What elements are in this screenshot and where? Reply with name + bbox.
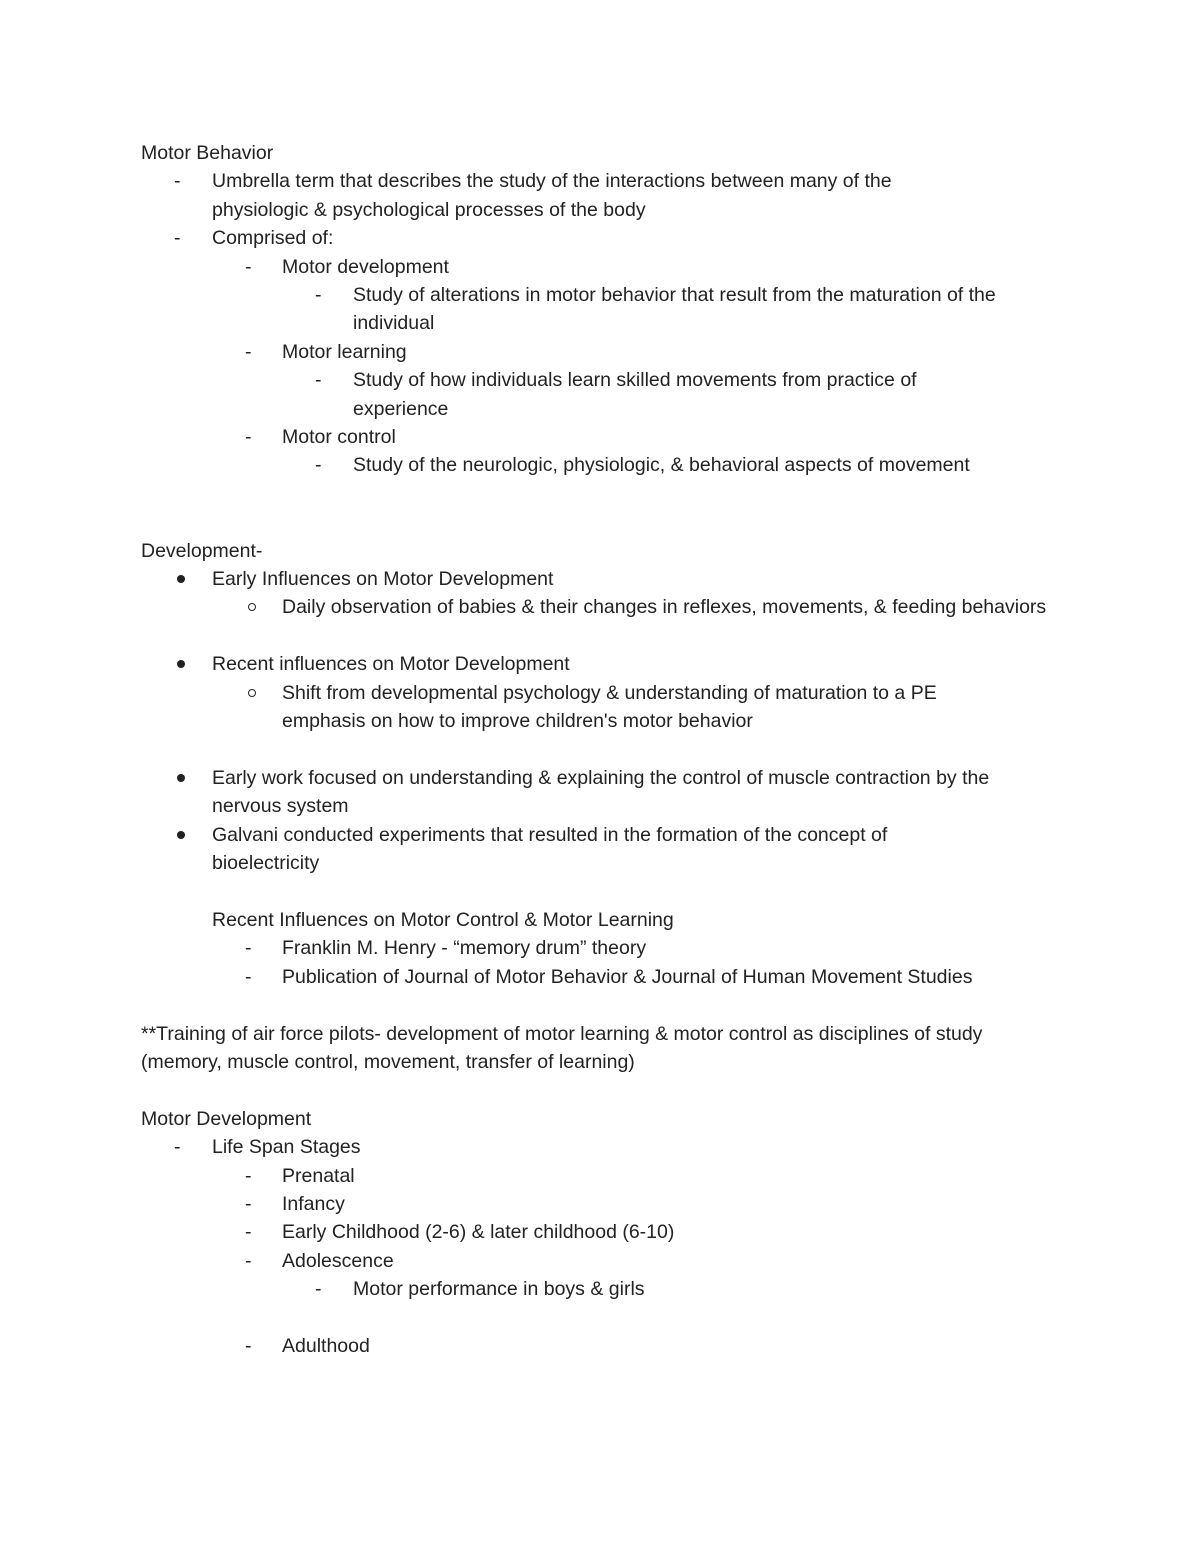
list-item xyxy=(141,1133,1061,1161)
list-item-text: Adolescence xyxy=(282,1249,394,1272)
list-item-text: Early Childhood (2-6) & later childhood (6-10) xyxy=(282,1221,675,1244)
list-item-text: Infancy xyxy=(282,1192,345,1215)
list-item xyxy=(141,679,1022,736)
list-item xyxy=(141,253,1061,281)
list-item-text: Daily observation of babies & their changes in reflexes, movements, & feeding behaviors xyxy=(282,596,1047,619)
list-item-text: Life Span Stages xyxy=(212,1136,361,1159)
list-item xyxy=(141,934,1061,962)
dash-marker: - xyxy=(245,340,252,363)
list-item xyxy=(141,167,992,224)
list-item-text: Adulthood xyxy=(282,1334,370,1357)
bullet-disc-icon xyxy=(174,764,194,792)
list-item-text: Shift from developmental psychology & understanding of maturation to a PE emphasis on how to improve children's motor behavior xyxy=(282,681,937,733)
list-item xyxy=(141,821,992,878)
list-item-text: Study of the neurologic, physiologic, & behavioral aspects of movement xyxy=(353,454,970,477)
bullet-circle-icon xyxy=(245,593,265,621)
list-item xyxy=(141,1247,1061,1275)
list-item xyxy=(141,1162,1061,1190)
list-item xyxy=(141,451,1061,479)
spacer xyxy=(141,1076,1061,1104)
list-item xyxy=(141,593,1052,621)
dash-marker: - xyxy=(315,369,322,392)
list-item-text: Recent influences on Motor Development xyxy=(212,653,570,676)
list-item xyxy=(141,650,1061,678)
list-item-text: Publication of Journal of Motor Behavior & Journal of Human Movement Studies xyxy=(282,965,973,988)
heading-motor-development: Motor Development xyxy=(141,1107,312,1130)
spacer xyxy=(141,736,1061,764)
list-item-text: Study of alterations in motor behavior that result from the maturation of the individual xyxy=(353,284,996,335)
dash-marker: - xyxy=(315,1278,322,1301)
list-item xyxy=(141,565,1061,593)
dash-marker: - xyxy=(245,1164,252,1187)
list-item xyxy=(141,338,1061,366)
list-item-text: Motor control xyxy=(282,426,396,449)
dash-marker: - xyxy=(245,1249,252,1272)
dash-marker: - xyxy=(245,937,252,960)
document-body xyxy=(141,139,1061,1360)
list-item xyxy=(141,764,1047,821)
list-item xyxy=(141,1218,1061,1246)
bullet-circle-icon xyxy=(245,679,265,707)
bullet-disc-icon xyxy=(174,565,194,593)
list-item-text: Early work focused on understanding & explaining the control of muscle contraction by the nervous system xyxy=(212,766,990,818)
list-item xyxy=(141,1332,1061,1360)
list-item xyxy=(141,224,1061,252)
dash-marker: - xyxy=(245,255,252,278)
list-item-text: Umbrella term that describes the study of the interactions between many of the physiologic & psychological processes of the body xyxy=(212,170,892,221)
heading-development: Development- xyxy=(141,539,263,562)
dash-marker: - xyxy=(174,227,181,250)
spacer xyxy=(141,878,1061,906)
dash-marker: - xyxy=(315,284,322,307)
list-item-text: Study of how individuals learn skilled movements from practice of experience xyxy=(353,369,917,420)
bullet-disc-icon xyxy=(174,821,194,849)
spacer xyxy=(141,1304,1061,1332)
bullet-disc-icon xyxy=(174,650,194,678)
dash-marker: - xyxy=(174,1136,181,1159)
dash-marker: - xyxy=(245,1334,252,1357)
list-item-text: Comprised of: xyxy=(212,227,334,250)
heading-motor-behavior: Motor Behavior xyxy=(141,142,274,164)
spacer xyxy=(141,991,1061,1019)
list-item-text: Early Influences on Motor Development xyxy=(212,568,554,591)
list-item-text: Galvani conducted experiments that resulted in the formation of the concept of bioelectricity xyxy=(212,823,888,875)
dash-marker: - xyxy=(174,170,181,193)
list-item-text: Motor learning xyxy=(282,340,407,363)
dash-marker: - xyxy=(245,1221,252,1244)
list-item xyxy=(141,366,1013,423)
list-item xyxy=(141,423,1061,451)
list-item xyxy=(141,963,1061,991)
dash-marker: - xyxy=(245,1192,252,1215)
dash-marker: - xyxy=(245,426,252,449)
list-item xyxy=(141,1275,1061,1303)
list-item-text: Motor development xyxy=(282,255,449,278)
spacer xyxy=(141,480,1061,537)
list-item xyxy=(141,281,1053,338)
list-item-text: Motor performance in boys & girls xyxy=(353,1278,645,1301)
list-item-text: Prenatal xyxy=(282,1164,355,1187)
dash-marker: - xyxy=(245,965,252,988)
list-item-text: Franklin M. Henry - “memory drum” theory xyxy=(282,937,647,960)
spacer xyxy=(141,622,1061,650)
list-item xyxy=(141,1190,1061,1218)
heading-recent-influences: Recent Influences on Motor Control & Motor Learning xyxy=(212,908,674,931)
note-paragraph: **Training of air force pilots- development of motor learning & motor control as disciplines of study (memory, muscle control, movement, transfer of learning) xyxy=(141,1022,983,1073)
dash-marker: - xyxy=(315,454,322,477)
